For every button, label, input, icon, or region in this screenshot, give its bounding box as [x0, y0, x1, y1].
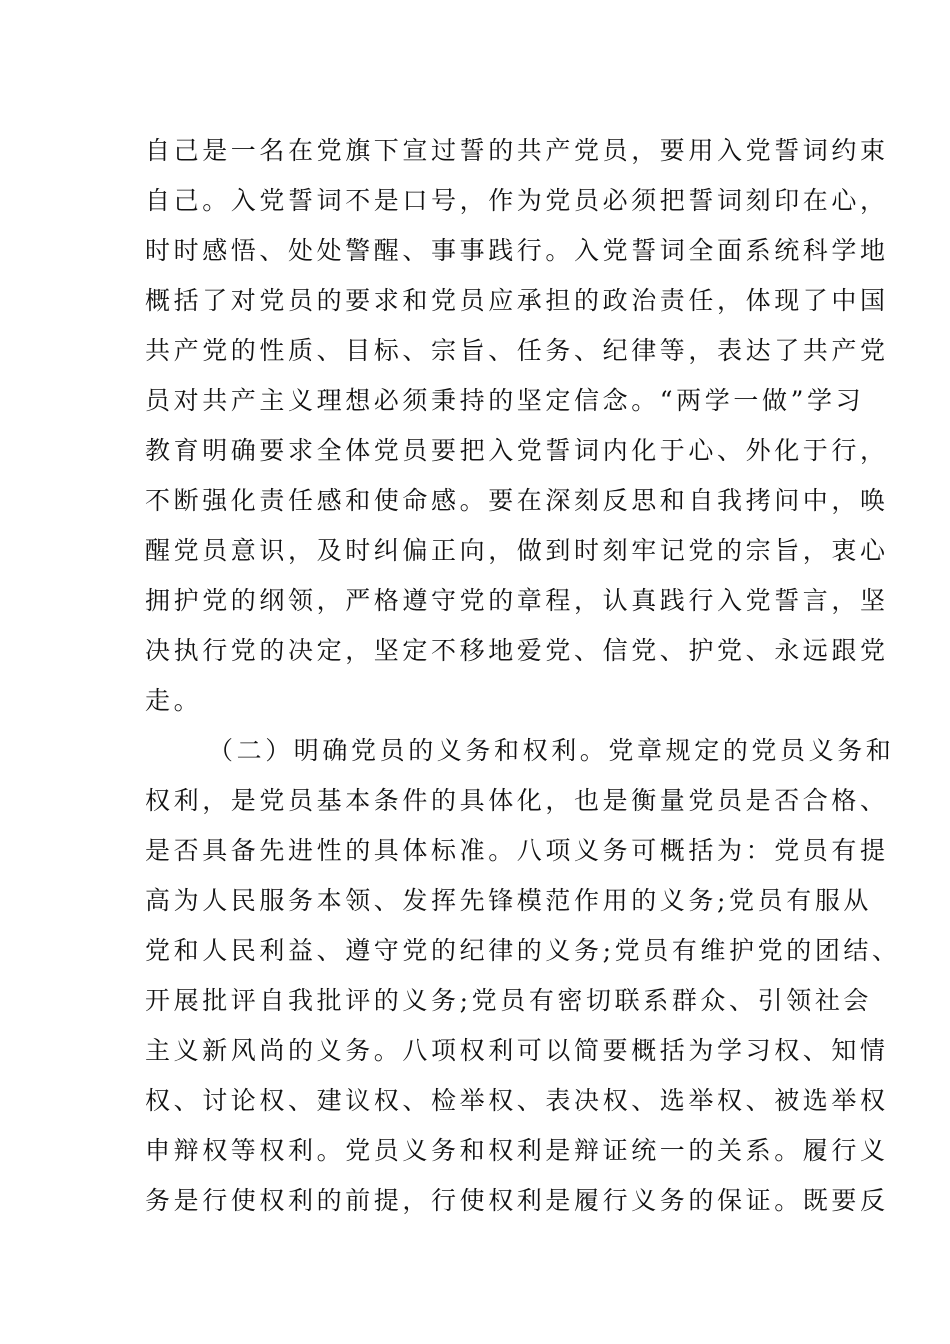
text-line: 党和人民利益、遵守党的纪律的义务;党员有维护党的团结、: [145, 936, 901, 965]
text-line: 主义新风尚的义务。八项权利可以简要概括为学习权、知情: [145, 1036, 889, 1065]
text-line: 权利，是党员基本条件的具体化，也是衡量党员是否合格、: [145, 786, 889, 815]
text-line: 不断强化责任感和使命感。要在深刻反思和自我拷问中，唤: [145, 486, 889, 515]
text-line: 教育明确要求全体党员要把入党誓词内化于心、外化于行，: [145, 436, 889, 465]
text-line: 时时感悟、处处警醒、事事践行。入党誓词全面系统科学地: [145, 236, 889, 265]
text-line: 走。: [145, 686, 203, 715]
text-line: 是否具备先进性的具体标准。八项义务可概括为：党员有提: [145, 836, 889, 865]
text-line: 高为人民服务本领、发挥先锋模范作用的义务;党员有服从: [145, 886, 873, 915]
text-line: 权、讨论权、建议权、检举权、表决权、选举权、被选举权: [145, 1086, 889, 1115]
text-line: 拥护党的纲领，严格遵守党的章程，认真践行入党誓言，坚: [145, 586, 889, 615]
text-line: 概括了对党员的要求和党员应承担的政治责任，体现了中国: [145, 286, 889, 315]
text-line: 共产党的性质、目标、宗旨、任务、纪律等，表达了共产党: [145, 336, 889, 365]
section-heading-line: （二）明确党员的义务和权利。党章规定的党员义务和: [208, 736, 895, 765]
text-line: 员对共产主义理想必须秉持的坚定信念。“两学一做”学习: [145, 386, 865, 415]
text-line: 自己。入党誓词不是口号，作为党员必须把誓词刻印在心，: [145, 186, 889, 215]
text-line: 自己是一名在党旗下宣过誓的共产党员，要用入党誓词约束: [145, 136, 889, 165]
text-line: 务是行使权利的前提，行使权利是履行义务的保证。既要反: [145, 1186, 889, 1215]
text-line: 决执行党的决定，坚定不移地爱党、信党、护党、永远跟党: [145, 636, 889, 665]
text-line: 醒党员意识，及时纠偏正向，做到时刻牢记党的宗旨，衷心: [145, 536, 889, 565]
text-line: 申辩权等权利。党员义务和权利是辩证统一的关系。履行义: [145, 1136, 889, 1165]
body-text: [145, 126, 901, 1226]
text-line: 开展批评自我批评的义务;党员有密切联系群众、引领社会: [145, 986, 873, 1015]
